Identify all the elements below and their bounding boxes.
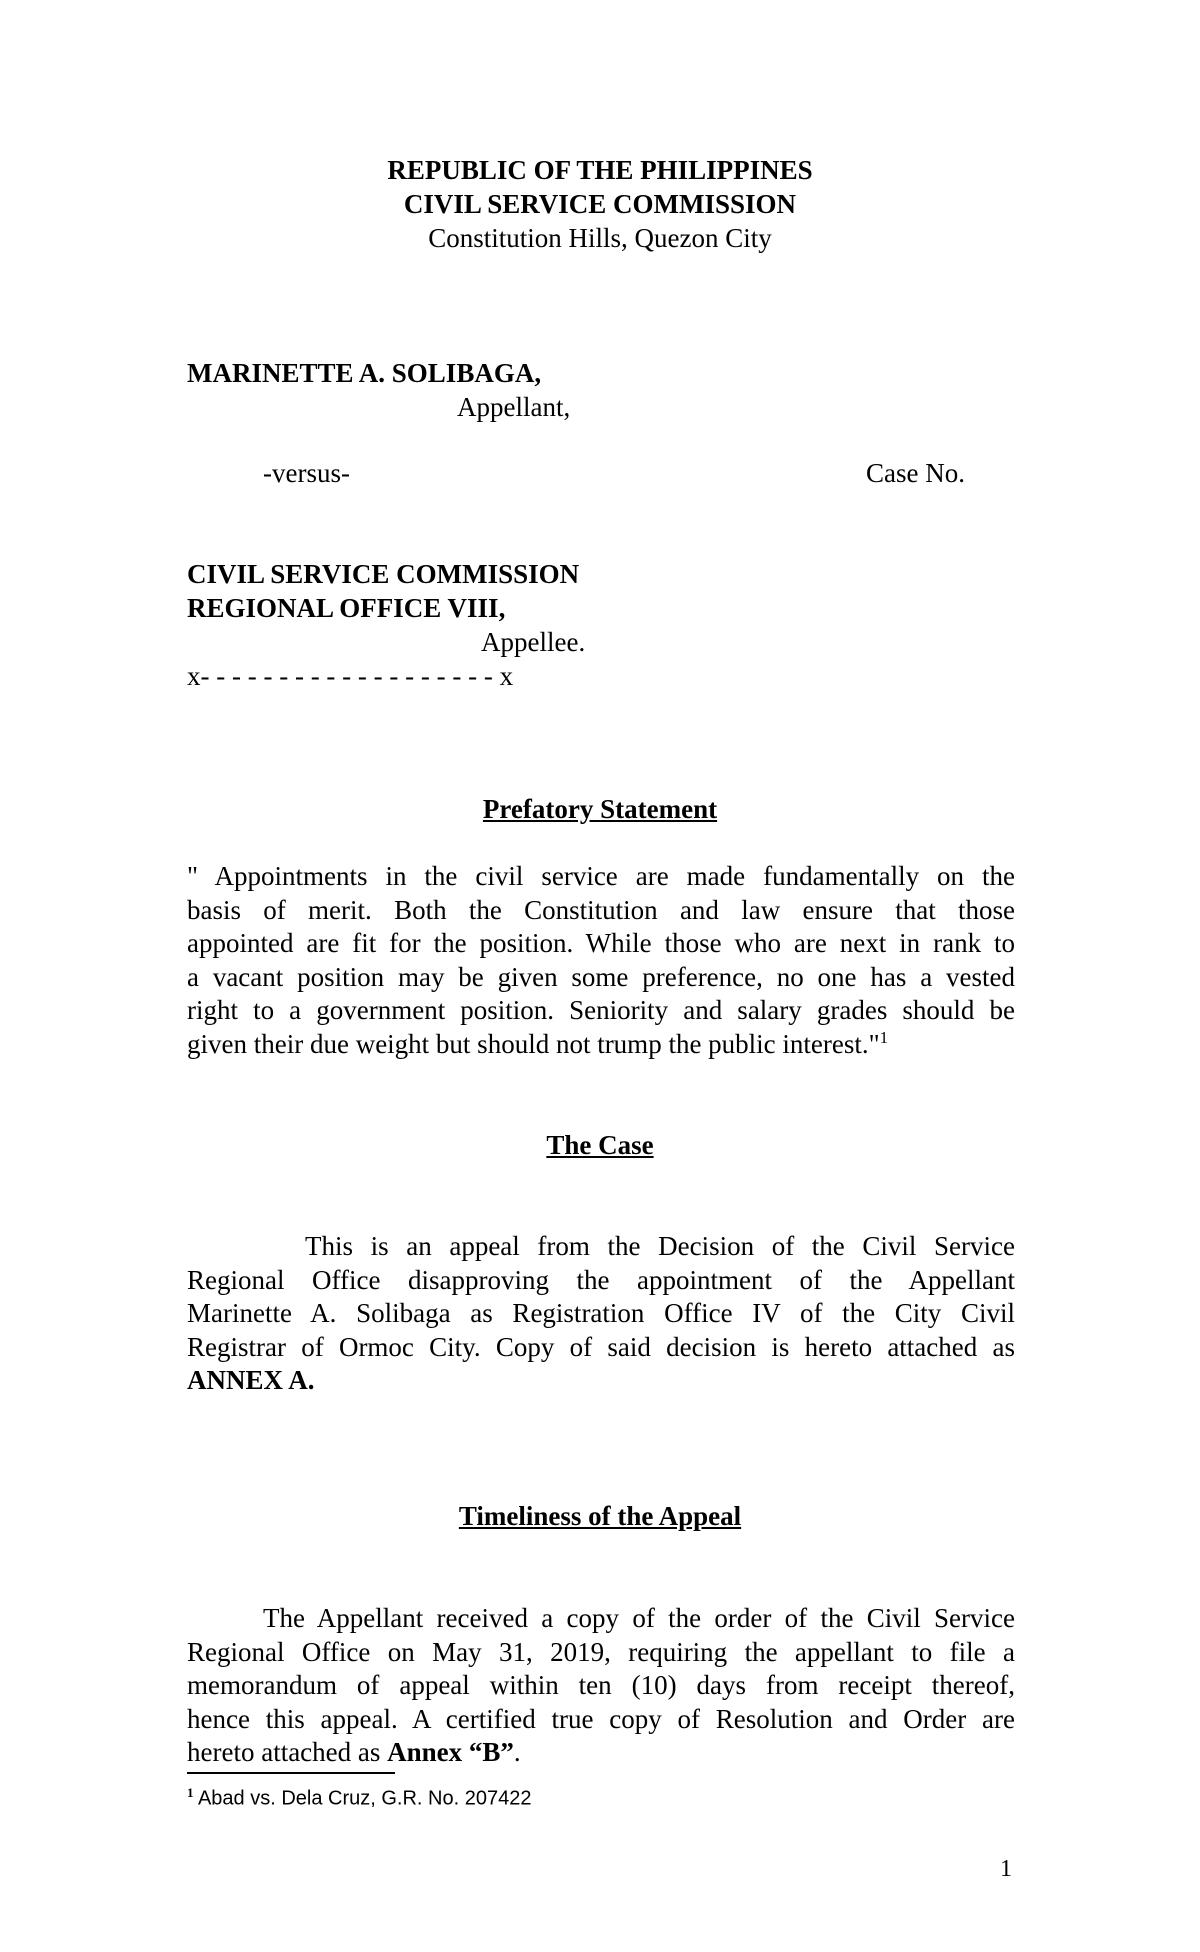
appellee-role: Appellee. [481, 627, 586, 657]
footnote-text: Abad vs. Dela Cruz, G.R. No. 207422 [197, 1787, 532, 1810]
timeliness-paragraph [187, 1602, 1015, 1770]
timeliness-annex: Annex “B” [387, 1737, 514, 1767]
appellee-line1: CIVIL SERVICE COMMISSION [187, 559, 580, 589]
timeliness-line: The Appellant received a copy of the order of the Civil Service [263, 1603, 1015, 1633]
appellant-role: Appellant, [457, 392, 571, 422]
prefatory-last-line [187, 1028, 1015, 1062]
prefatory-heading: Prefatory Statement [482, 794, 718, 824]
appellee-line2: REGIONAL OFFICE VIII, [187, 593, 506, 623]
prefatory-line: given their due weight but should not trump the public interest." [187, 1028, 880, 1059]
the-case-line: Registrar of Ormoc City. Copy of said decision is hereto attached as [187, 1331, 1015, 1362]
prefatory-line: right to a government position. Seniority and salary grades should be [187, 995, 1015, 1025]
timeliness-last-line [187, 1736, 1015, 1770]
versus-label: -versus- [263, 458, 350, 488]
the-case-line: This is an appeal from the Decision of the Civil Service [305, 1231, 1015, 1261]
footnote-reference[interactable]: 1 [879, 1027, 889, 1047]
the-case-annex: ANNEX A. [187, 1365, 315, 1395]
the-case-line: Marinette A. Solibaga as Registration Office IV of the City Civil [187, 1298, 1015, 1328]
prefatory-line: " Appointments in the civil service are made fundamentally on the [187, 861, 1015, 891]
the-case-line: Regional Office disapproving the appointment of the Appellant [187, 1264, 1015, 1295]
timeliness-line: memorandum of appeal within ten (10) days from receipt thereof, [187, 1670, 1015, 1700]
timeliness-line: Regional Office on May 31, 2019, requiring the appellant to file a [187, 1636, 1015, 1667]
caption-separator: x- - - - - - - - - - - - - - - - - - - x [187, 661, 514, 691]
timeliness-suffix: . [513, 1737, 521, 1767]
header-republic: REPUBLIC OF THE PHILIPPINES [387, 155, 813, 185]
the-case-paragraph [187, 1230, 1015, 1398]
header-commission: CIVIL SERVICE COMMISSION [403, 189, 797, 219]
the-case-heading: The Case [546, 1130, 654, 1160]
timeliness-line: hereto attached as [187, 1737, 388, 1767]
page-number: 1 [1000, 1856, 1012, 1882]
prefatory-line: basis of merit. Both the Constitution and law ensure that those [187, 894, 1015, 925]
footnote [187, 1780, 531, 1812]
timeliness-heading: Timeliness of the Appeal [458, 1501, 742, 1531]
prefatory-line: appointed are fit for the position. While those who are next in rank to [187, 928, 1015, 958]
prefatory-line: a vacant position may be given some preference, no one has a vested [187, 961, 1015, 992]
header-address: Constitution Hills, Quezon City [428, 223, 772, 253]
appellant-name: MARINETTE A. SOLIBAGA, [187, 358, 542, 388]
footnote-divider [187, 1772, 395, 1774]
timeliness-line: hence this appeal. A certified true copy of Resolution and Order are [187, 1703, 1015, 1734]
case-number-label: Case No. [866, 458, 965, 488]
footnote-number: 1 [187, 1785, 194, 1800]
prefatory-paragraph [187, 860, 1015, 1061]
